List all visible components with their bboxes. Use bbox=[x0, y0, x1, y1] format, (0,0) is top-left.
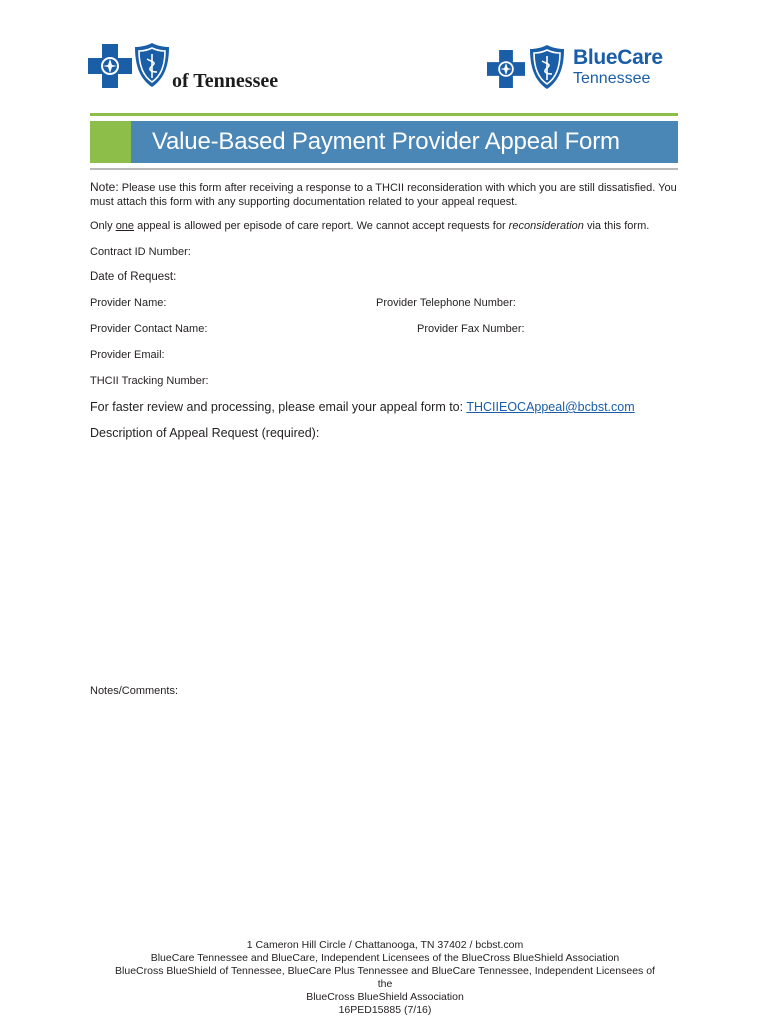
provider-fax-label: Provider Fax Number: bbox=[417, 323, 525, 335]
notes-label: Notes/Comments: bbox=[90, 685, 179, 697]
date-of-request-label: Date of Request: bbox=[90, 271, 177, 283]
provider-email-label: Provider Email: bbox=[90, 349, 165, 361]
blue-cross-icon bbox=[88, 44, 132, 88]
contract-id-label: Contract ID Number: bbox=[90, 246, 191, 258]
note-paragraph bbox=[90, 180, 680, 209]
logo-brand-sub: Tennessee bbox=[573, 70, 651, 87]
rule-suffix: via this form. bbox=[583, 220, 650, 232]
rule-emphasis: one bbox=[115, 220, 135, 232]
bluecare-logo bbox=[487, 44, 687, 94]
email-instruction bbox=[90, 400, 635, 414]
footer-licensee-3: BlueCross BlueShield Association bbox=[306, 991, 464, 1003]
title-bar bbox=[90, 121, 678, 163]
appeal-rule bbox=[90, 220, 649, 232]
blue-shield-icon bbox=[134, 42, 170, 88]
footer-licensee-1: BlueCare Tennessee and BlueCare, Independent Licensees of the BlueCross BlueShield Association bbox=[150, 952, 620, 964]
footer-address: 1 Cameron Hill Circle / Chattanooga, TN 37402 / bcbst.com bbox=[246, 939, 524, 951]
description-label: Description of Appeal Request (required): bbox=[90, 426, 320, 440]
appeal-email-link[interactable]: THCIIEOCAppeal@bcbst.com bbox=[466, 400, 635, 414]
blue-cross-icon bbox=[487, 50, 525, 88]
footer bbox=[110, 939, 660, 1017]
page-title: Value-Based Payment Provider Appeal Form bbox=[152, 128, 620, 155]
blue-shield-icon bbox=[529, 44, 565, 90]
divider-green bbox=[90, 113, 678, 116]
note-text: Please use this form after receiving a response to a THCII reconsideration with which you are still dissatisfied. You must attach this form with any supporting documentation related to your appeal request. bbox=[90, 182, 677, 208]
rule-italic: reconsideration bbox=[508, 220, 584, 232]
logo-wordmark: of Tennessee bbox=[172, 70, 279, 92]
title-accent bbox=[90, 121, 131, 163]
provider-contact-name-label: Provider Contact Name: bbox=[90, 323, 208, 335]
email-prompt: For faster review and processing, please email your appeal form to: bbox=[90, 400, 467, 414]
bcbst-logo bbox=[88, 44, 308, 94]
logo-brand-name: BlueCare bbox=[573, 46, 663, 69]
note-label: Note: bbox=[90, 180, 119, 194]
divider-gray bbox=[90, 168, 678, 170]
provider-telephone-label: Provider Telephone Number: bbox=[376, 297, 516, 309]
footer-licensee-2: BlueCross BlueShield of Tennessee, BlueCare Plus Tennessee and BlueCare Tennessee, Independent Licensees of the bbox=[115, 965, 655, 990]
thcii-tracking-label: THCII Tracking Number: bbox=[90, 375, 209, 387]
provider-name-label: Provider Name: bbox=[90, 297, 167, 309]
footer-form-code: 16PED15885 (7/16) bbox=[338, 1004, 432, 1016]
rule-prefix: Only bbox=[90, 220, 116, 232]
rule-middle: appeal is allowed per episode of care report. We cannot accept requests for bbox=[134, 220, 509, 232]
